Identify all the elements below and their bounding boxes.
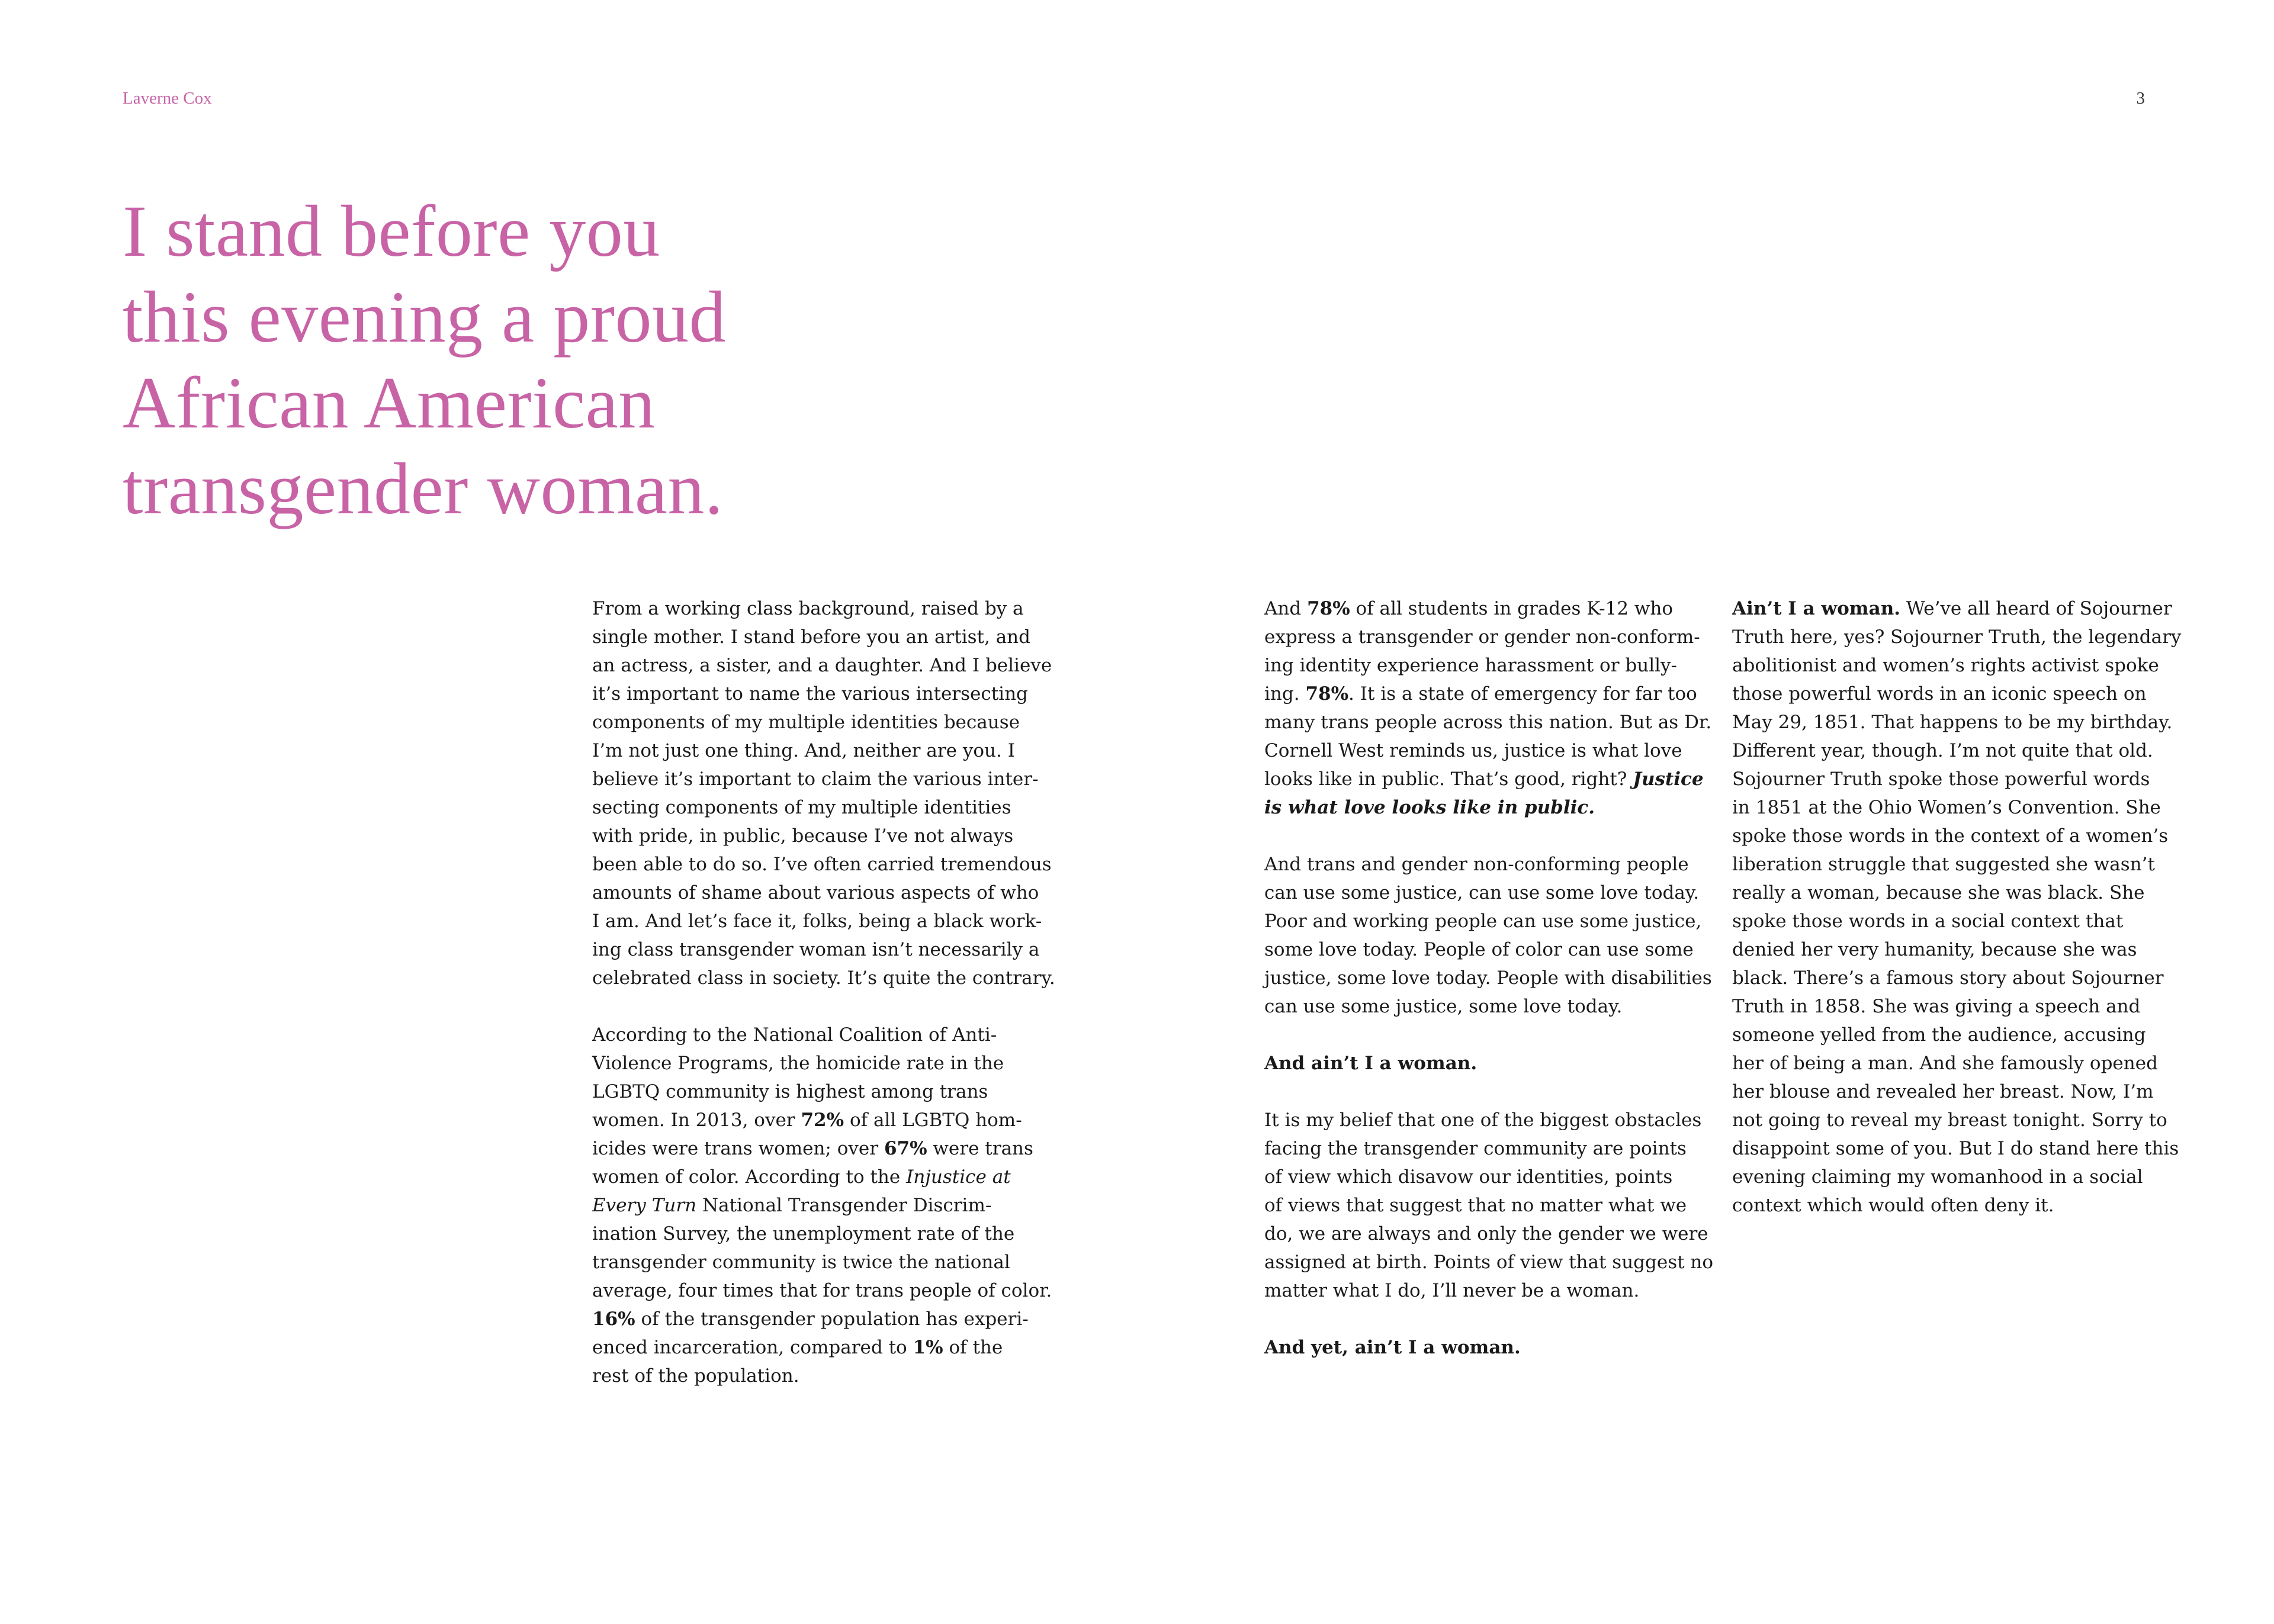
text-line: someone yelled from the audience, accusing [1732,1024,2146,1046]
text-line: single mother. I stand before you an artist, and [592,626,1030,648]
text-line: abolitionist and women’s rights activist spoke [1732,655,2159,676]
text-line: evening claiming my womanhood in a social [1732,1166,2143,1188]
text-line: I’m not just one thing. And, neither are you. I [592,740,1015,761]
refrain-line [1264,1049,1708,1078]
text-line: ination Survey, the unemployment rate of the [592,1223,1015,1244]
text-line: components of my multiple identities because [592,712,1020,733]
headline-line: I stand before you [123,191,660,272]
paragraph-sojourner-truth [1732,594,2182,1220]
text-run: icides were trans women; over [592,1138,884,1159]
text-run: women of color. According to the [592,1166,907,1188]
text-run: And [1264,598,1308,619]
text-line: celebrated class in society. It’s quite the contrary. [592,967,1055,989]
text-line: her of being a man. And she famously opened [1732,1053,2158,1074]
text-line: rest of the population. [592,1365,799,1387]
page-number: 3 [2136,89,2145,108]
emphasis-quote: Justice [1633,768,1704,790]
text-line: Violence Programs, the homicide rate in the [592,1053,1004,1074]
text-line: denied her very humanity, because she was [1732,939,2137,960]
text-line: of views that suggest that no matter what we [1264,1195,1687,1216]
paragraph-obstacles [1264,1106,1714,1305]
report-title: Every Turn [592,1195,697,1216]
paragraph-students [1264,594,1712,822]
text-line: can use some justice, can use some love today. [1264,882,1700,903]
text-run: looks like in public. That’s good, right? [1264,768,1633,790]
text-line: average, four times that for trans people of color. [592,1280,1052,1301]
text-line [1732,594,2170,623]
text-line: And trans and gender non-conforming people [1264,854,1689,875]
text-line: context which would often deny it. [1732,1195,2054,1216]
text-line: many trans people across this nation. But as Dr. [1264,712,1712,733]
text-line: an actress, a sister, and a daughter. And I believe [592,655,1052,676]
text-line: Truth here, yes? Sojourner Truth, the legendary [1732,626,2182,648]
text-run: of the transgender population has experi- [635,1308,1029,1330]
text-run: of all students in grades K-12 who [1350,598,1674,619]
text-line: From a working class background, raised by a [592,598,1024,619]
text-line: spoke those words in a social context that [1732,911,2124,932]
text-line: express a transgender or gender non-conform- [1264,626,1700,648]
text-line [1264,680,1708,708]
text-line: not going to reveal my breast tonight. Sorry to [1732,1110,2167,1131]
text-line: Sojourner Truth spoke those powerful words [1732,768,2150,790]
text-line [592,1333,1036,1362]
text-line: May 29, 1851. That happens to be my birthday. [1732,712,2173,733]
text-line [592,1106,1036,1134]
text-line: can use some justice, some love today. [1264,996,1623,1017]
text-line [1264,793,1708,822]
headline-line: transgender woman. [123,448,724,529]
stat-highlight: 78% [1305,683,1349,705]
text-line: ing identity experience harassment or bully- [1264,655,1678,676]
text-line: Poor and working people can use some justice, [1264,911,1702,932]
text-run: were trans [927,1138,1033,1159]
text-line [592,1191,1036,1220]
refrain-text: And yet, ain’t I a woman. [1264,1337,1521,1358]
text-run: women. In 2013, over [592,1110,801,1131]
text-line: transgender community is twice the national [592,1252,1010,1273]
text-line: matter what I do, I’ll never be a woman. [1264,1280,1640,1301]
text-line: According to the National Coalition of Anti- [592,1024,997,1046]
body-column-2 [1264,594,1714,1362]
stat-highlight: 72% [801,1110,844,1131]
refrain-line [1264,1333,1708,1362]
text-line: ing class transgender woman isn’t necessarily a [592,939,1040,960]
text-line: of view which disavow our identities, points [1264,1166,1673,1188]
refrain-text: And ain’t I a woman. [1264,1053,1478,1074]
text-line [1264,594,1708,623]
body-column-1 [592,594,1055,1390]
run-in-heading: Ain’t I a woman. [1732,598,1901,619]
headline-line: this evening a proud [123,276,727,358]
text-line: do, we are always and only the gender we were [1264,1223,1708,1244]
text-line [592,1305,1036,1333]
paragraph-background [592,594,1055,992]
text-line: liberation struggle that suggested she wasn’t [1732,854,2155,875]
text-line: those powerful words in an iconic speech on [1732,683,2147,705]
text-line: Cornell West reminds us, justice is what love [1264,740,1682,761]
author-name: Laverne Cox [123,89,212,108]
text-line: her blouse and revealed her breast. Now, I’m [1732,1081,2154,1102]
text-line: assigned at birth. Points of view that suggest no [1264,1252,1714,1273]
emphasis-quote: is what love looks like in public. [1264,797,1595,818]
text-line: It is my belief that one of the biggest obstacles [1264,1110,1702,1131]
stat-highlight: 16% [592,1308,635,1330]
text-line [592,1134,1036,1163]
text-line: LGBTQ community is highest among trans [592,1081,988,1102]
text-run: of the [943,1337,1003,1358]
paragraph-statistics [592,1021,1052,1390]
headline-line: African American [123,362,656,443]
body-column-3 [1732,594,2182,1220]
text-line: spoke those words in the context of a women’s [1732,825,2169,847]
text-line: facing the transgender community are points [1264,1138,1687,1159]
text-line: really a woman, because she was black. She [1732,882,2145,903]
text-line: it’s important to name the various intersecting [592,683,1028,705]
text-run: . It is a state of emergency for far too [1348,683,1697,705]
text-run: National Transgender Discrim- [696,1195,992,1216]
text-line: secting components of my multiple identities [592,797,1011,818]
text-line: in 1851 at the Ohio Women’s Convention. She [1732,797,2161,818]
text-line: Truth in 1858. She was giving a speech and [1732,996,2141,1017]
stat-highlight: 67% [884,1138,927,1159]
report-title: Injustice at [906,1166,1011,1188]
text-line: I am. And let’s face it, folks, being a black work- [592,911,1042,932]
text-run: ing. [1264,683,1306,705]
text-run: of all LGBTQ hom- [844,1110,1022,1131]
text-line [592,1163,1036,1191]
text-run: We’ve all heard of Sojourner [1900,598,2172,619]
text-line [1264,765,1708,793]
paragraph-justice [1264,850,1712,1021]
pull-quote-headline [123,188,833,532]
text-line: with pride, in public, because I’ve not always [592,825,1014,847]
text-line: black. There’s a famous story about Sojourner [1732,967,2164,989]
stat-highlight: 78% [1307,598,1350,619]
text-line: justice, some love today. People with disabilities [1264,967,1712,989]
text-line: believe it’s important to claim the various inter- [592,768,1039,790]
text-run: enced incarceration, compared to [592,1337,913,1358]
stat-highlight: 1% [913,1337,943,1358]
text-line: Different year, though. I’m not quite that old. [1732,740,2153,761]
text-line: some love today. People of color can use some [1264,939,1694,960]
text-line: been able to do so. I’ve often carried tremendous [592,854,1052,875]
text-line: disappoint some of you. But I do stand here this [1732,1138,2179,1159]
text-line: amounts of shame about various aspects of who [592,882,1039,903]
